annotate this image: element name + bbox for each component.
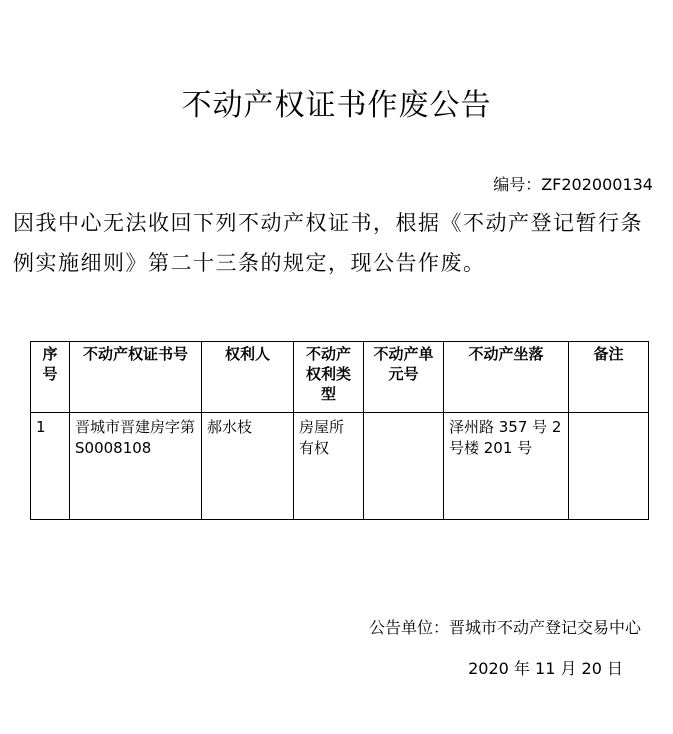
header-location: 不动产坐落 [444,342,569,413]
header-remarks: 备注 [569,342,649,413]
header-seq: 序号 [31,342,70,413]
cell-unit-number [364,413,444,520]
header-right-holder: 权利人 [202,342,294,413]
page-title: 不动产权证书作废公告 [181,88,492,123]
cell-remarks [569,413,649,520]
announcement-date: 2020 年 11 月 20 日 [468,659,623,678]
cell-certificate-number: 晋城市晋建房字第 S0008108 [70,413,202,520]
cell-right-holder: 郝水枝 [202,413,294,520]
announcement-body: 因我中心无法收回下列不动产权证书，根据《不动产登记暂行条例实施细则》第二十三条的规定，现公告作废。 [13,211,643,275]
document-number: 编号：ZF202000134 [493,175,653,194]
header-unit-number: 不动产单元号 [364,342,444,413]
header-right-type: 不动产权利类型 [294,342,364,413]
cell-location: 泽州路 357 号 2 号楼 201 号 [444,413,569,520]
cell-seq: 1 [31,413,70,520]
table-header-row [31,342,649,413]
issuing-unit: 公告单位：晋城市不动产登记交易中心 [368,618,641,637]
certificate-table [30,341,649,520]
cell-right-type: 房屋所有权 [294,413,364,520]
header-certificate-number: 不动产权证书号 [70,342,202,413]
table-row [31,413,649,520]
